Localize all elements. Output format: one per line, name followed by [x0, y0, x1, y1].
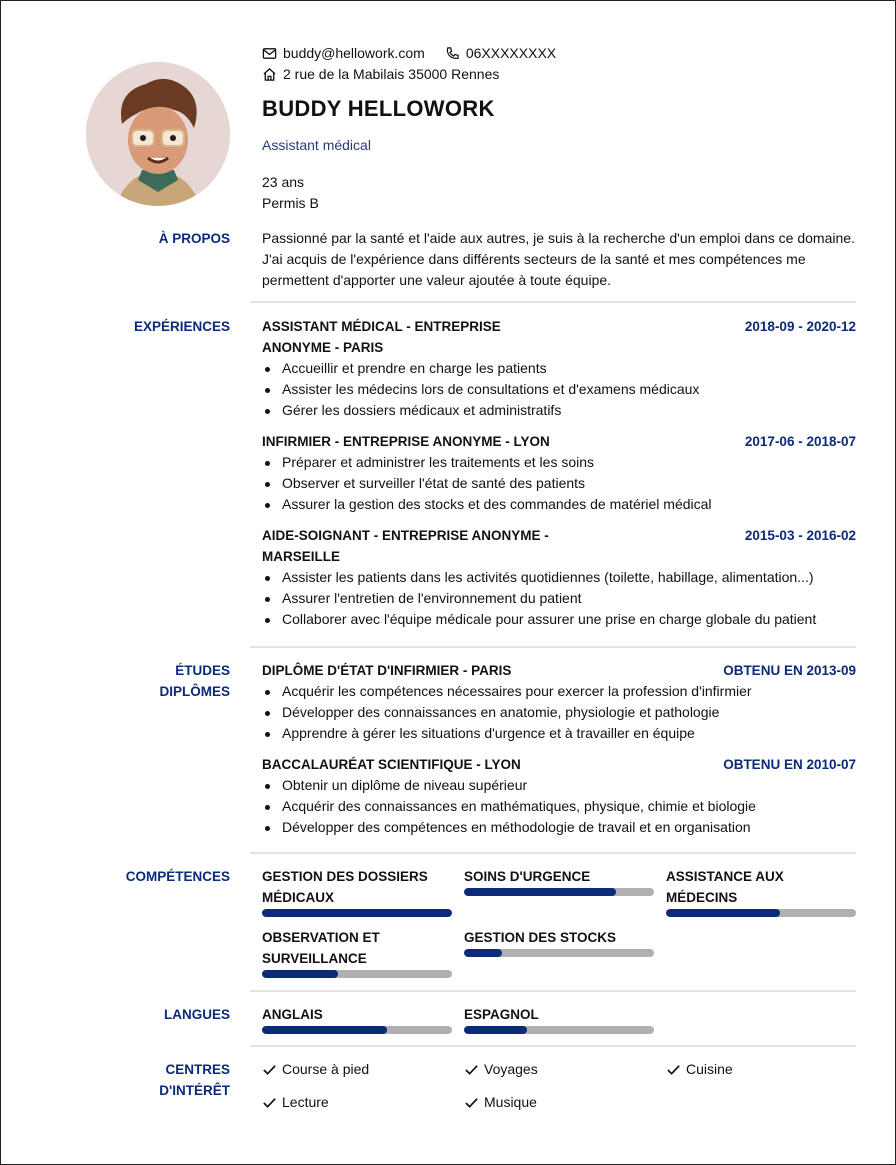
languages-label: LANGUES [163, 1007, 230, 1022]
education-label-line2: DIPLÔMES [159, 684, 230, 699]
languages-item [262, 1004, 452, 1034]
skills-item [464, 927, 654, 978]
divider [250, 301, 856, 303]
education-label-line1: ÉTUDES [175, 663, 230, 678]
interest-label: Musique [484, 1094, 537, 1110]
skills-grid [262, 866, 856, 978]
experience-label: EXPÉRIENCES [133, 319, 230, 334]
about-label: À PROPOS [158, 231, 230, 246]
bullet-item: Collaborer avec l'équipe médicale pour assurer une prise en charge globale du patient [262, 609, 856, 630]
entry-title: ASSISTANT MÉDICAL - ENTREPRISE ANONYME - PARIS [262, 319, 501, 355]
phone-icon [445, 46, 460, 61]
bullet-list [262, 358, 856, 421]
entry-date: OBTENU EN 2010-07 [723, 757, 856, 772]
bullet-item: Acquérir des connaissances en mathématiques, physique, chimie et biologie [262, 796, 856, 817]
phone: 06XXXXXXXX [465, 45, 557, 61]
level-bar [464, 1026, 654, 1034]
level-fill [666, 909, 780, 917]
level-fill [464, 1026, 527, 1034]
level-fill [262, 1026, 387, 1034]
driving-license: Permis B [262, 195, 319, 211]
skills-item [464, 866, 654, 917]
divider [250, 1045, 856, 1047]
entry-date: OBTENU EN 2013-09 [723, 663, 856, 678]
entry-date: 2015-03 - 2016-02 [744, 528, 856, 543]
divider [250, 990, 856, 992]
education-list [262, 660, 856, 848]
skills-name: ASSISTANCE AUX MÉDECINS [666, 869, 784, 905]
level-fill [464, 949, 502, 957]
interest-item [666, 1059, 856, 1080]
languages-grid [262, 1004, 856, 1034]
experience-entry [262, 316, 856, 421]
level-bar [262, 1026, 452, 1034]
entry-header [262, 754, 856, 775]
interest-item [262, 1092, 452, 1113]
experience-list [262, 316, 856, 640]
bullet-item: Assurer la gestion des stocks et des commandes de matériel médical [262, 494, 856, 515]
home-icon [262, 67, 277, 82]
entry-date: 2018-09 - 2020-12 [744, 319, 856, 334]
bullet-list [262, 567, 856, 630]
interest-label: Lecture [282, 1094, 329, 1110]
skills-name: OBSERVATION ET SURVEILLANCE [262, 930, 380, 966]
bullet-item: Développer des connaissances en anatomie, physiologie et pathologie [262, 702, 856, 723]
experience-entry [262, 431, 856, 515]
languages-name: ANGLAIS [262, 1007, 323, 1022]
level-bar [464, 888, 654, 896]
education-entry [262, 660, 856, 744]
check-icon [464, 1095, 479, 1110]
bullet-item: Assurer l'entretien de l'environnement du patient [262, 588, 856, 609]
level-bar [464, 949, 654, 957]
level-bar [666, 909, 856, 917]
check-icon [262, 1062, 277, 1077]
interest-item [262, 1059, 452, 1080]
address: 2 rue de la Mabilais 35000 Rennes [283, 66, 500, 82]
contact-line [262, 43, 862, 64]
address-line [262, 64, 862, 85]
age: 23 ans [262, 174, 305, 190]
bullet-list [262, 681, 856, 744]
header [262, 43, 862, 214]
bullet-item: Gérer les dossiers médicaux et administratifs [262, 400, 856, 421]
interest-label: Voyages [484, 1061, 538, 1077]
languages-item [464, 1004, 654, 1034]
check-icon [464, 1062, 479, 1077]
skills-name: SOINS D'URGENCE [464, 869, 591, 884]
skills-name: GESTION DES DOSSIERS MÉDICAUX [262, 869, 428, 905]
skills-item [262, 866, 452, 917]
interest-item [464, 1059, 654, 1080]
entry-header [262, 660, 856, 681]
bullet-item: Apprendre à gérer les situations d'urgence et à travailler en équipe [262, 723, 856, 744]
entry-header [262, 431, 856, 452]
entry-title: INFIRMIER - ENTREPRISE ANONYME - LYON [262, 434, 550, 449]
level-bar [262, 909, 452, 917]
education-entry [262, 754, 856, 838]
languages-name: ESPAGNOL [464, 1007, 539, 1022]
education-label [159, 660, 230, 702]
interest-item [464, 1092, 654, 1113]
bullet-item: Acquérir les compétences nécessaires pour exercer la profession d'infirmier [262, 681, 856, 702]
skills-name: GESTION DES STOCKS [464, 930, 617, 945]
interests-label-line1: CENTRES [165, 1062, 230, 1077]
check-icon [666, 1062, 681, 1077]
interests-label [159, 1059, 230, 1101]
bullet-item: Obtenir un diplôme de niveau supérieur [262, 775, 856, 796]
entry-header [262, 316, 856, 358]
entry-title: BACCALAURÉAT SCIENTIFIQUE - LYON [262, 757, 521, 772]
level-fill [262, 970, 338, 978]
bullet-list [262, 775, 856, 838]
bullet-item: Assister les patients dans les activités quotidiennes (toilette, habillage, alimentation...) [262, 567, 856, 588]
level-fill [464, 888, 616, 896]
about-text: Passionné par la santé et l'aide aux autres, je suis à la recherche d'un emploi dans ce domaine. J'ai acquis de l'expérience dans différents secteurs de la santé et mes compétences me permettent d'apporter une valeur ajoutée à toute équipe. [262, 230, 855, 288]
bullet-item: Préparer et administrer les traitements et les soins [262, 452, 856, 473]
skills-item [262, 927, 452, 978]
avatar-illustration [86, 62, 230, 206]
bullet-list [262, 452, 856, 515]
level-fill [262, 909, 452, 917]
skills-label: COMPÉTENCES [125, 869, 230, 884]
entry-header [262, 525, 856, 567]
full-name: BUDDY HELLOWORK [262, 96, 495, 121]
entry-title: DIPLÔME D'ÉTAT D'INFIRMIER - PARIS [262, 663, 512, 678]
bullet-item: Observer et surveiller l'état de santé des patients [262, 473, 856, 494]
envelope-icon [262, 46, 277, 61]
experience-entry [262, 525, 856, 630]
interests-grid [262, 1059, 856, 1113]
skills-item [666, 866, 856, 917]
interests-label-line2: D'INTÉRÊT [159, 1083, 230, 1098]
level-bar [262, 970, 452, 978]
interest-label: Cuisine [686, 1061, 733, 1077]
check-icon [262, 1095, 277, 1110]
divider [250, 852, 856, 854]
avatar [86, 62, 230, 206]
entry-title: AIDE-SOIGNANT - ENTREPRISE ANONYME - MARSEILLE [262, 528, 549, 564]
job-title: Assistant médical [262, 137, 371, 153]
bullet-item: Accueillir et prendre en charge les patients [262, 358, 856, 379]
interest-label: Course à pied [282, 1061, 370, 1077]
email[interactable]: buddy@hellowork.com [283, 45, 425, 61]
bullet-item: Assister les médecins lors de consultations et d'examens médicaux [262, 379, 856, 400]
entry-date: 2017-06 - 2018-07 [744, 434, 856, 449]
divider [250, 646, 856, 648]
bullet-item: Développer des compétences en méthodologie de travail et en organisation [262, 817, 856, 838]
